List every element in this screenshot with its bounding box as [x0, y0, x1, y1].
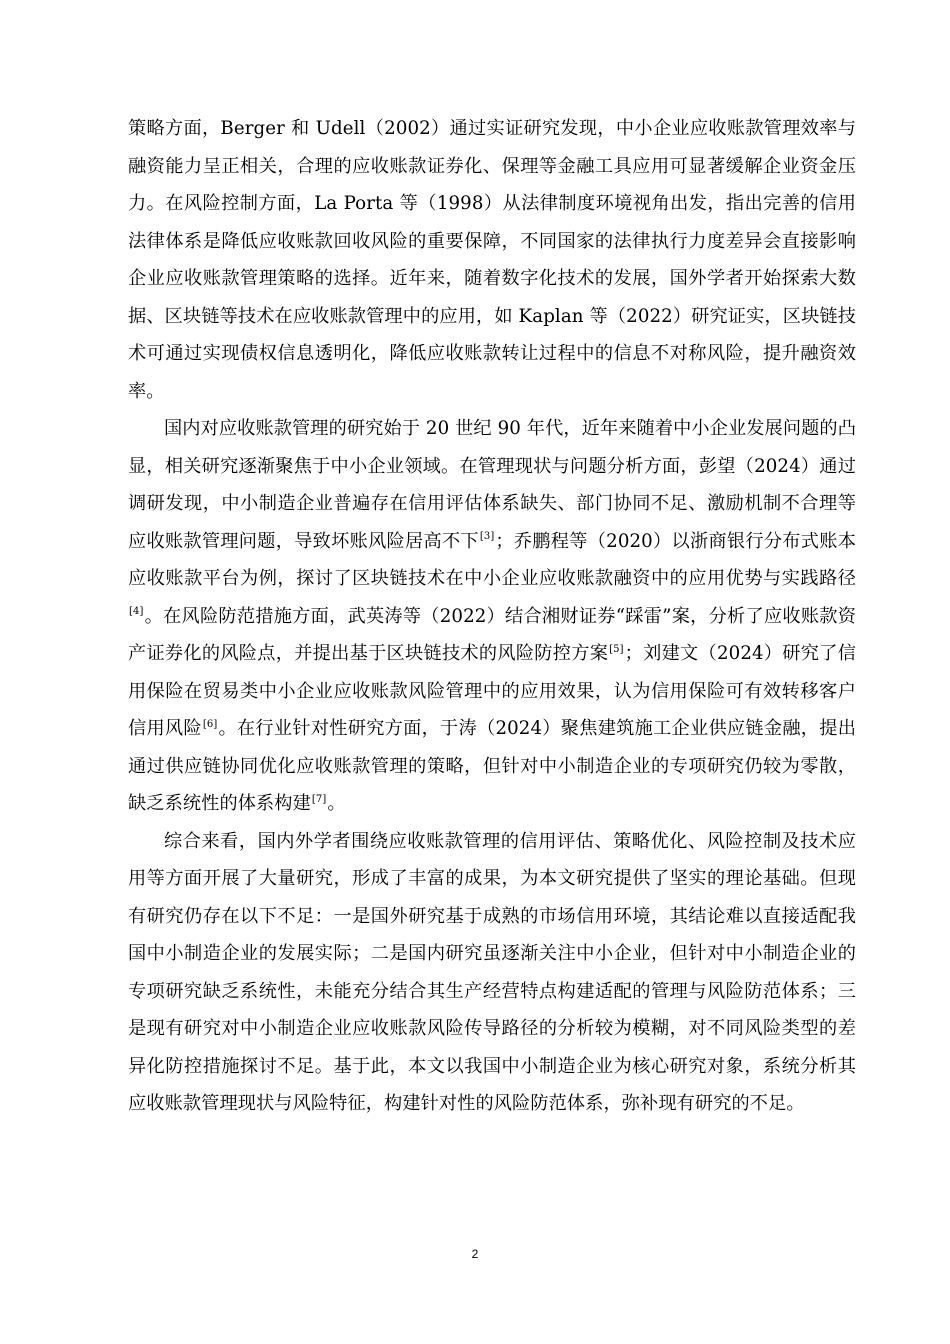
paragraph-text: 策略方面，Berger 和 Udell（2002）通过实证研究发现，中小企业应收账款管理效率与融资能力呈正相关，合理的应收账款证券化、保理等金融工具应用可显著缓解企业资金压力。在风险控制方面，La Porta 等（1998）从法律制度环境视角出发，指出完善的信用法律体系是降低应收账款回收风险的重要保障，不同国家的法律执行力度差异会直接影响企业应收账款管理策略的选择。近年来，随着数字化技术的发展，国外学者开始探索大数据、区块链等技术在应收账款管理中的应用，如 Kaplan 等（2022）研究证实，区块链技术可通过实现债权信息透明化，降低应收账款转让过程中的信息不对称风险，提升融资效率。 — [128, 118, 856, 402]
paragraph-text: ；乔鹏程等（2020）以浙商银行分布式账本应收账款平台为例，探讨了区块链技术在中小企业应收账款融资中的应用优势与实践路径 — [128, 530, 856, 589]
citation-marker: [3] — [479, 531, 495, 543]
paragraph-text: 国内对应收账款管理的研究始于 20 世纪 90 年代，近年来随着中小企业发展问题的凸显，相关研究逐渐聚焦于中小企业领域。在管理现状与问题分析方面，彭望（2024）通过调研发现，中小制造企业普遍存在信用评估体系缺失、部门协同不足、激励机制不合理等应收账款管理问题，导致坏账风险居高不下 — [128, 418, 856, 552]
paragraph-text: 。在风险防范措施方面，武英涛等（2022）结合湘财证券“踩雷”案，分析了应收账款资产证券化的风险点，并提出基于区块链技术的风险防控方案 — [128, 605, 856, 664]
citation-marker: [4] — [129, 606, 144, 618]
body-text — [128, 110, 856, 1123]
paragraph-text: ；刘建文（2024）研究了信用保险在贸易类中小企业应收账款风险管理中的应用效果，认为信用保险可有效转移客户信用风险 — [128, 643, 857, 739]
paragraph-text: 综合来看，国内外学者围绕应收账款管理的信用评估、策略优化、风险控制及技术应用等方面开展了大量研究，形成了丰富的成果，为本文研究提供了坚实的理论基础。但现有研究仍存在以下不足：一是国外研究基于成熟的市场信用环境，其结论难以直接适配我国中小制造企业的发展实际；二是国内研究虽逐渐关注中小企业，但针对中小制造企业的专项研究缺乏系统性，未能充分结合其生产经营特点构建适配的管理与风险防范体系；三是现有研究对中小制造企业应收账款风险传导路径的分析较为模糊，对不同风险类型的差异化防控措施探讨不足。基于此，本文以我国中小制造企业为核心研究对象，系统分析其应收账款管理现状与风险特征，构建针对性的风险防范体系，弥补现有研究的不足。 — [128, 830, 856, 1114]
citation-marker: [5] — [609, 643, 624, 655]
citation-marker: [7] — [311, 793, 327, 805]
paragraph — [128, 823, 856, 1123]
paragraph-text: 。在行业针对性研究方面，于涛（2024）聚焦建筑施工企业供应链金融，提出通过供应链协同优化应收账款管理的策略，但针对中小制造企业的专项研究仍较为零散，缺乏系统性的体系构建 — [128, 718, 856, 814]
page-number: 2 — [471, 1247, 479, 1261]
paragraph — [128, 110, 856, 410]
paragraph-text: 。 — [327, 793, 346, 814]
citation-marker: [6] — [202, 718, 218, 730]
paragraph — [128, 410, 856, 823]
